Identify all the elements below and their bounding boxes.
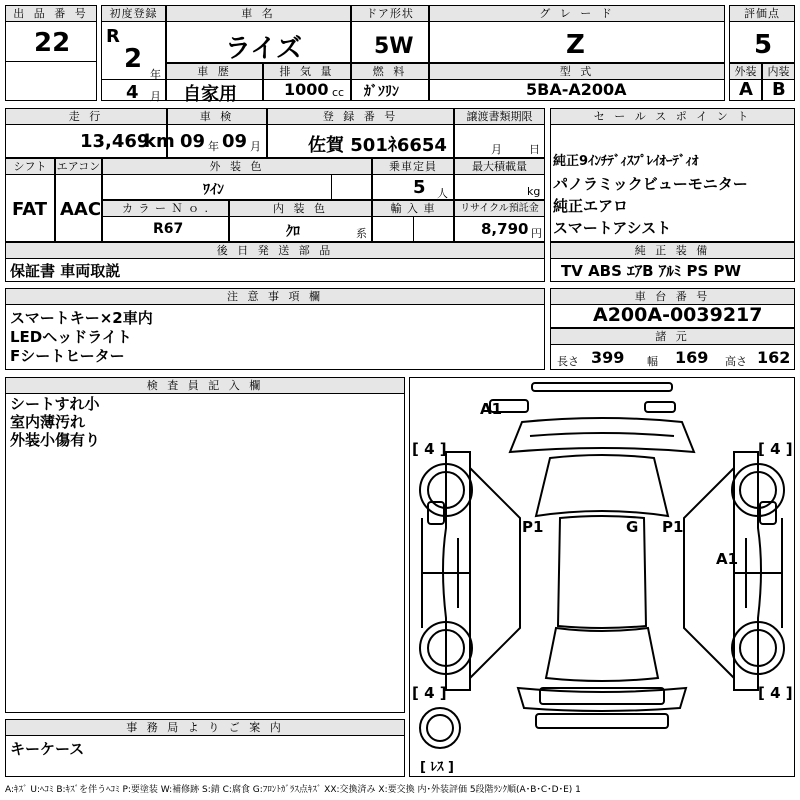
import-box: [372, 200, 454, 242]
grade-label: グ レ ー ド: [430, 6, 724, 22]
recycle-value: 8,790: [481, 220, 529, 238]
spec-width-label: 幅: [647, 355, 658, 368]
inspection-month: 09: [222, 131, 248, 152]
office-box: [5, 719, 405, 777]
damage-mark-p1-right: P1: [662, 518, 684, 536]
inspection-label: 車 検: [168, 109, 266, 125]
office-value: キーケース: [10, 740, 85, 758]
inspector-label: 検 査 員 記 入 欄: [6, 378, 404, 394]
score-value: 5: [754, 30, 773, 60]
model-label: 型 式: [430, 64, 724, 80]
color-number-label: カ ラ ー Ｎ ｏ .: [103, 201, 228, 217]
car-name-value: ライズ: [225, 34, 302, 64]
plate-label: 登 録 番 号: [268, 109, 453, 125]
door-label: ドア形状: [352, 6, 428, 22]
recycle-box: [454, 200, 545, 242]
notes-list: [10, 309, 153, 366]
sales-points-list: [553, 151, 748, 239]
equipment-label: 純 正 装 備: [551, 243, 794, 259]
lot-box: [5, 5, 97, 101]
list-item: スマートキー×2車内: [10, 309, 153, 327]
color-value: ﾜｲﾝ: [203, 182, 224, 198]
notes-box: [5, 288, 545, 370]
interior-grade-label: 内装: [763, 64, 794, 80]
mileage-label: 走 行: [6, 109, 166, 125]
later-parts-label: 後 日 発 送 部 品: [6, 243, 544, 259]
ac-box: [55, 158, 102, 242]
later-parts-value: 保証書 車両取説: [10, 262, 121, 280]
car-diagram-box: [409, 377, 795, 777]
score-box: [729, 5, 795, 63]
grade-box: [429, 5, 725, 63]
interior-color-box: [229, 200, 372, 242]
list-item: LEDヘッドライト: [10, 328, 132, 346]
model-value: 5BA-A200A: [526, 80, 627, 99]
shift-box: [5, 158, 55, 242]
load-unit: kg: [527, 185, 541, 198]
list-item: 外装小傷有り: [10, 431, 101, 449]
ac-label: エアコン: [56, 160, 101, 173]
year-value: 2: [124, 44, 143, 74]
exterior-grade-value: A: [739, 79, 753, 100]
color-label: 外 装 色: [103, 159, 371, 175]
sales-points-box: [550, 108, 795, 242]
displacement-value: 1000: [284, 80, 329, 99]
list-item: 室内薄汚れ: [10, 413, 86, 431]
interior-grade-value: B: [772, 79, 786, 100]
color-box: [102, 158, 372, 200]
mileage-unit: km: [144, 131, 175, 152]
first-registration-label: 初度登録: [102, 6, 165, 22]
seats-label: 乗車定員: [373, 159, 453, 175]
sales-points-label: セ ー ル ス ポ イ ン ト: [551, 109, 794, 125]
transfer-month-unit: 月: [491, 143, 502, 156]
plate-box: [267, 108, 454, 158]
chassis-label: 車 台 番 号: [551, 289, 794, 305]
color-number-value: R67: [153, 221, 184, 237]
displacement-label: 排 気 量: [264, 64, 350, 80]
list-item: 純正9ｲﾝﾁﾃﾞｨｽﾌﾟﾚｲｵｰﾃﾞｨｵ: [553, 154, 699, 169]
damage-mark-p1-left: P1: [522, 518, 544, 536]
tire-rear-left: [ 4 ]: [412, 684, 447, 702]
chassis-value: A200A-0039217: [593, 304, 763, 326]
load-box: [454, 158, 545, 200]
inspector-box: [5, 377, 405, 713]
plate-value: 佐賀 501ﾈ6654: [308, 135, 447, 156]
import-label: 輸 入 車: [373, 201, 453, 217]
mileage-box: [5, 108, 175, 158]
fuel-box: [351, 63, 429, 101]
year-unit: 年: [150, 68, 161, 81]
recycle-unit: 円: [531, 227, 542, 240]
grade-value: Z: [566, 30, 585, 60]
lot-value: 22: [34, 28, 71, 58]
legend: A:ｷｽﾞ U:ﾍｺﾐ B:ｷｽﾞを伴うﾍｺﾐ P:要塗装 W:補修跡 S:錆 C:腐食 G:ﾌﾛﾝﾄｶﾞﾗｽ点ｷｽﾞ XX:交換済み X:要交換 内･外装評価 5段階ﾗﾝｸ順(A･B･C･D･E) 1: [5, 785, 581, 795]
history-label: 車 歴: [167, 64, 262, 80]
later-parts-box: [5, 242, 545, 282]
spec-width-value: 169: [675, 348, 709, 367]
inspector-list: [10, 395, 100, 449]
seats-unit: 人: [437, 187, 448, 200]
car-name-box: [166, 5, 351, 63]
spec-length-value: 399: [591, 348, 625, 367]
spec-length-label: 長さ: [557, 355, 579, 368]
spec-height-value: 162: [757, 348, 791, 367]
list-item: Fシートヒーター: [10, 347, 125, 365]
inspection-box: [167, 108, 267, 158]
tire-rear-right: [ 4 ]: [758, 684, 793, 702]
first-registration-box: [101, 5, 166, 101]
chassis-box: [550, 288, 795, 328]
spec-label: 諸 元: [551, 329, 794, 345]
history-value: 自家用: [183, 84, 237, 105]
spare-tire: [ ﾚｽ ]: [420, 760, 454, 775]
exterior-grade-label: 外装: [730, 64, 761, 80]
list-item: シートすれ小: [10, 395, 100, 413]
equipment-value: TV ABS ｴｱB ｱﾙﾐ PS PW: [561, 262, 742, 280]
displacement-unit: cc: [332, 86, 345, 99]
interior-color-unit: 系: [356, 227, 367, 240]
interior-grade-box: [762, 63, 795, 101]
transfer-box: [454, 108, 545, 158]
ac-value: AAC: [60, 199, 102, 220]
color-number-box: [102, 200, 229, 242]
inspection-month-unit: 月: [250, 140, 261, 153]
inspection-year-unit: 年: [208, 140, 219, 153]
door-value: 5W: [374, 34, 414, 59]
load-label: 最大積載量: [455, 159, 544, 175]
era: R: [106, 26, 120, 47]
fuel-value: ｶﾞｿﾘﾝ: [364, 84, 399, 100]
equipment-box: [550, 242, 795, 282]
month-unit: 月: [150, 90, 161, 103]
fuel-label: 燃 料: [352, 64, 428, 80]
list-item: 純正エアロ: [553, 197, 629, 215]
transfer-label: 譲渡書類期限: [455, 109, 544, 125]
interior-color-label: 内 装 色: [230, 201, 371, 217]
history-box: [166, 63, 263, 105]
score-label: 評価点: [730, 6, 794, 22]
car-name-label: 車 名: [167, 6, 350, 22]
damage-mark-a1-front: A1: [480, 400, 503, 418]
spec-box: [550, 328, 795, 370]
notes-label: 注 意 事 項 欄: [6, 289, 544, 305]
seats-value: 5: [413, 177, 426, 198]
list-item: スマートアシスト: [553, 219, 672, 237]
shift-value: FAT: [12, 199, 48, 220]
spec-height-label: 高さ: [725, 355, 747, 368]
door-box: [351, 5, 429, 63]
recycle-label: リサイクル預託金: [455, 201, 544, 217]
inspection-year: 09: [180, 131, 206, 152]
lot-label: 出 品 番 号: [6, 6, 96, 22]
seats-box: [372, 158, 454, 200]
damage-mark-a1-side: A1: [716, 550, 739, 568]
car-diagram: [410, 378, 794, 776]
tire-front-left: [ 4 ]: [412, 440, 447, 458]
exterior-grade-box: [729, 63, 762, 101]
interior-color-value: ｸﾛ: [286, 224, 300, 240]
shift-label: シフト: [6, 159, 54, 175]
tire-front-right: [ 4 ]: [758, 440, 793, 458]
office-label: 事 務 局 よ り ご 案 内: [6, 720, 404, 736]
transfer-day-unit: 日: [529, 143, 540, 156]
damage-mark-g: G: [626, 518, 639, 536]
month-value: 4: [126, 82, 139, 103]
mileage-value: 13,469: [80, 131, 150, 152]
model-box: [429, 63, 725, 101]
displacement-box: [263, 63, 351, 101]
list-item: パノラミックビューモニター: [553, 175, 748, 193]
